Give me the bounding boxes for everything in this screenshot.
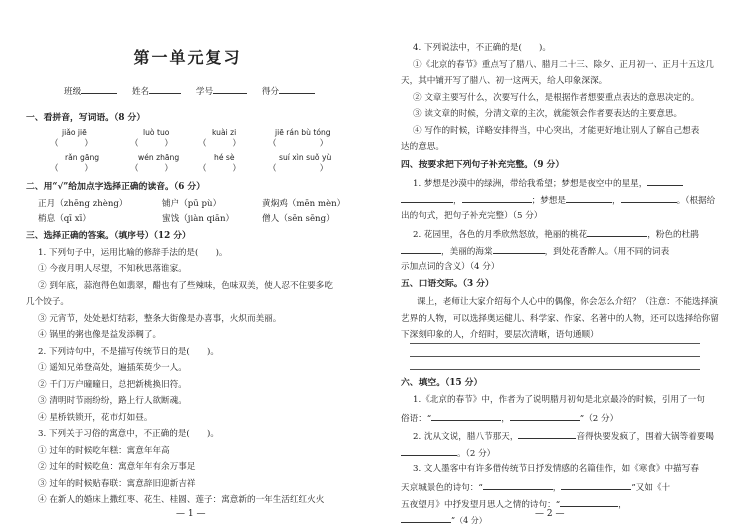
- answer-blank[interactable]: [401, 514, 451, 523]
- question-line: 3. 下列关于习俗的寓意中，不正确的是( )。: [38, 429, 219, 439]
- fill-sentence: [401, 514, 487, 527]
- id-label: 学号: [195, 87, 214, 97]
- question-line: 4. 下列说法中，不正确的是( )。: [413, 43, 551, 53]
- score-label: 得分: [261, 87, 280, 97]
- option-line-continued: 几个饺子。: [26, 297, 69, 307]
- sentence-text: ”又如《十: [631, 483, 671, 493]
- answer-blank[interactable]: [401, 245, 441, 254]
- sentence-text: 出的句式，把句子补充完整）（5 分）: [401, 211, 543, 221]
- answer-box-1[interactable]: （ ）: [50, 139, 93, 149]
- sentence-text: 。（根据给: [676, 196, 716, 206]
- pinyin-5: rǎn gāng: [65, 153, 100, 162]
- answer-box-2[interactable]: （ ）: [130, 139, 173, 149]
- answer-blank[interactable]: [518, 430, 576, 439]
- sentence-text: ，: [501, 414, 510, 424]
- pinyin-1: jiǎo jiē: [62, 128, 87, 137]
- writing-line[interactable]: [410, 343, 700, 344]
- answer-blank[interactable]: [510, 412, 580, 421]
- sentence-text: 天京城景色的诗句：“: [401, 483, 483, 493]
- answer-blank[interactable]: [431, 412, 501, 421]
- option-line[interactable]: ② 千门万户曈曈日，总把新桃换旧符。: [38, 380, 187, 390]
- option-line[interactable]: ③ 读文章的时候，分清文章的主次，就能领会作者要表达的主要意思。: [413, 109, 683, 119]
- student-info: [64, 85, 327, 99]
- option-line[interactable]: ② 文章主要写什么，次要写什么，是根据作者想要重点表达的意思决定的。: [413, 93, 700, 103]
- option-line[interactable]: ③ 清明时节雨纷纷，路上行人欲断魂。: [38, 396, 187, 406]
- fill-sentence: [413, 430, 714, 444]
- answer-box-3[interactable]: （ ）: [198, 139, 241, 149]
- option-line[interactable]: ② 到年底，蒜泡得色如翡翠，醋也有了些辣味，色味双美，使人忍不住要多吃: [38, 281, 333, 291]
- page-title: 第一单元复习: [133, 48, 242, 67]
- sentence-text: 2. 花园里，各色的月季欣然怒放，艳丽的桃花: [413, 230, 588, 240]
- question-line: 2. 下列诗句中，不是描写传统节日的是( )。: [38, 347, 219, 357]
- sentence-text: ”（4 分）: [451, 516, 487, 525]
- sentence-text: ，美丽的海棠: [441, 247, 493, 257]
- sentence-text: ，: [618, 500, 627, 510]
- option-line[interactable]: ①《北京的春节》重点写了腊八、腊月二十三、除夕、正月初一、正月十五这几: [413, 60, 714, 70]
- sentence-text: 1. 梦想是沙漠中的绿洲，带给我希望；梦想是夜空中的星星，: [413, 179, 648, 189]
- class-label: 班级: [64, 87, 82, 97]
- answer-box-4[interactable]: （ ）: [268, 139, 329, 149]
- option-line[interactable]: ① 遥知兄弟登高处，遍插茱萸少一人。: [38, 363, 187, 373]
- writing-line[interactable]: [410, 356, 700, 357]
- option-line[interactable]: ④ 在新人的婚床上撒红枣、花生、桂圆、莲子：寓意新的一年生活红红火火: [38, 495, 325, 505]
- score-field[interactable]: [279, 85, 315, 94]
- option-line[interactable]: ② 过年的时候吃鱼：寓意年年有余万事足: [38, 462, 196, 472]
- section-3-heading: 三、选择正确的答案。（填序号）（12 分）: [26, 231, 191, 241]
- fill-sentence: [401, 447, 495, 461]
- option-line[interactable]: ① 过年的时候吃年糕：寓意年年高: [38, 446, 170, 456]
- sentence-text: ，: [612, 196, 621, 206]
- sentence-text: 2. 沈从文说，腊八节那天，: [413, 432, 519, 442]
- page-number: — 2 —: [535, 509, 565, 519]
- question-line: 1. 下列句子中，运用比喻的修辞手法的是( )。: [38, 248, 228, 258]
- pinyin-6: wén zhāng: [138, 153, 180, 162]
- pinyin-8: suí xìn suǒ yù: [279, 153, 332, 162]
- option-line[interactable]: ④ 写作的时候，详略安排得当，中心突出，才能更好地让别人了解自己想表: [413, 126, 700, 136]
- answer-blank[interactable]: [401, 447, 457, 456]
- answer-blank[interactable]: [621, 194, 677, 203]
- sentence-text: ，到处花香醉人。（用不同的词表: [544, 247, 670, 257]
- answer-blank[interactable]: [462, 194, 532, 203]
- option-line[interactable]: ① 今夜月明人尽望，不知秋思落谁家。: [38, 264, 187, 274]
- fill-sentence: [401, 245, 669, 259]
- sentence-text: 五夜望月》中抒发望月思人之情的诗句：“: [401, 500, 561, 510]
- class-field[interactable]: [81, 85, 117, 94]
- reading-choice-4[interactable]: 梢息（qī xī）: [38, 214, 91, 224]
- sentence-text: ”（2 分）: [579, 414, 619, 424]
- fill-sentence: [401, 481, 670, 495]
- pinyin-2: luò tuo: [143, 128, 170, 137]
- pinyin-7: hé sè: [214, 153, 235, 162]
- answer-blank[interactable]: [401, 194, 453, 203]
- page-number: — 1 —: [176, 509, 206, 519]
- reading-choice-3[interactable]: 黄焖鸡（mēn mèn）: [262, 199, 346, 209]
- fill-sentence: [413, 177, 683, 191]
- option-line-continued: 达的意思。: [401, 142, 444, 152]
- option-line[interactable]: ④ 锅里的粥也像是益发添稠了。: [38, 330, 162, 340]
- section-1-heading: 一、看拼音，写词语。（8 分）: [26, 113, 146, 123]
- section-6-heading: 六、填空。（15 分）: [401, 378, 483, 388]
- pinyin-3: kuài zi: [212, 128, 237, 137]
- sentence-text: ；梦想是: [531, 196, 566, 206]
- sentence-text: 。（2 分）: [457, 449, 496, 459]
- answer-blank[interactable]: [647, 177, 683, 186]
- option-line[interactable]: ③ 元宵节，处处悬灯结彩，整条大街像是办喜事，火炽而美丽。: [38, 314, 282, 324]
- fill-sentence: [401, 194, 715, 208]
- fill-sentence: [413, 228, 699, 242]
- fill-sentence: [401, 498, 627, 512]
- reading-choice-1[interactable]: 正月（zhēng zhèng）: [38, 199, 128, 209]
- answer-blank[interactable]: [560, 498, 618, 507]
- pinyin-4: jiē rán bù tóng: [275, 128, 331, 137]
- name-label: 姓名: [131, 87, 150, 97]
- sentence-text: 音得快要发疯了，围着大锅等着要喝: [576, 432, 714, 442]
- reading-choice-6[interactable]: 僧人（sēn sēng）: [262, 214, 335, 224]
- answer-box-5[interactable]: （ ）: [50, 164, 93, 174]
- answer-box-6[interactable]: （ ）: [130, 164, 173, 174]
- answer-box-8[interactable]: （ ）: [268, 164, 329, 174]
- section-4-heading: 四、按要求把下列句子补充完整。（9 分）: [401, 160, 565, 170]
- reading-choice-5[interactable]: 蜜饯（jiàn qiān）: [162, 214, 235, 224]
- page-2: [375, 0, 750, 530]
- sentence-text: ，粉色的杜鹃: [647, 230, 699, 240]
- answer-blank[interactable]: [587, 228, 647, 237]
- sentence-text: 3. 文人墨客中有许多借传统节日抒发情感的名篇佳作，如《寒食》中描写春: [413, 464, 699, 474]
- option-line[interactable]: ③ 过年的时候贴春联：寓意辞旧迎新吉祥: [38, 479, 196, 489]
- sentence-text: ，: [552, 483, 562, 493]
- sentence-text: 俗语：“: [401, 414, 432, 424]
- section-5-heading: 五、口语交际。（3 分）: [401, 279, 494, 289]
- answer-blank[interactable]: [493, 245, 545, 254]
- writing-line[interactable]: [410, 369, 700, 370]
- sentence-text: 示加点词的含义）（4 分）: [401, 262, 500, 272]
- option-line[interactable]: ④ 星桥铁锁开，花市灯如昼。: [38, 413, 153, 423]
- name-field[interactable]: [149, 85, 181, 94]
- reading-choice-2[interactable]: 铺户（pū pù）: [162, 199, 222, 209]
- answer-blank[interactable]: [483, 481, 553, 490]
- sentence-text: 1.《北京的春节》中，作者为了说明腊月初旬是北京最冷的时候，引用了一句: [413, 395, 705, 405]
- answer-blank[interactable]: [566, 194, 612, 203]
- answer-box-7[interactable]: （ ）: [198, 164, 241, 174]
- option-line-continued: 天，其中铺开写了腊八、初一这两天，给人印象深深。: [401, 76, 608, 86]
- fill-sentence: [401, 412, 618, 426]
- section-2-heading: 二、用“√”给加点字选择正确的读音。（6 分）: [26, 182, 206, 192]
- id-field[interactable]: [213, 85, 247, 94]
- answer-blank[interactable]: [561, 481, 631, 490]
- speaking-prompt: 课上，老师让大家介绍每个人心中的偶像，你会怎么介绍？（注意：不能选择演艺界的人物，可以选择奥运健儿、科学家、作家、名著中的人物，还可以选择给你留下深刻印象的人，介绍时，要层次清晰，语句通顺）: [401, 297, 719, 341]
- sentence-text: ，: [453, 196, 462, 206]
